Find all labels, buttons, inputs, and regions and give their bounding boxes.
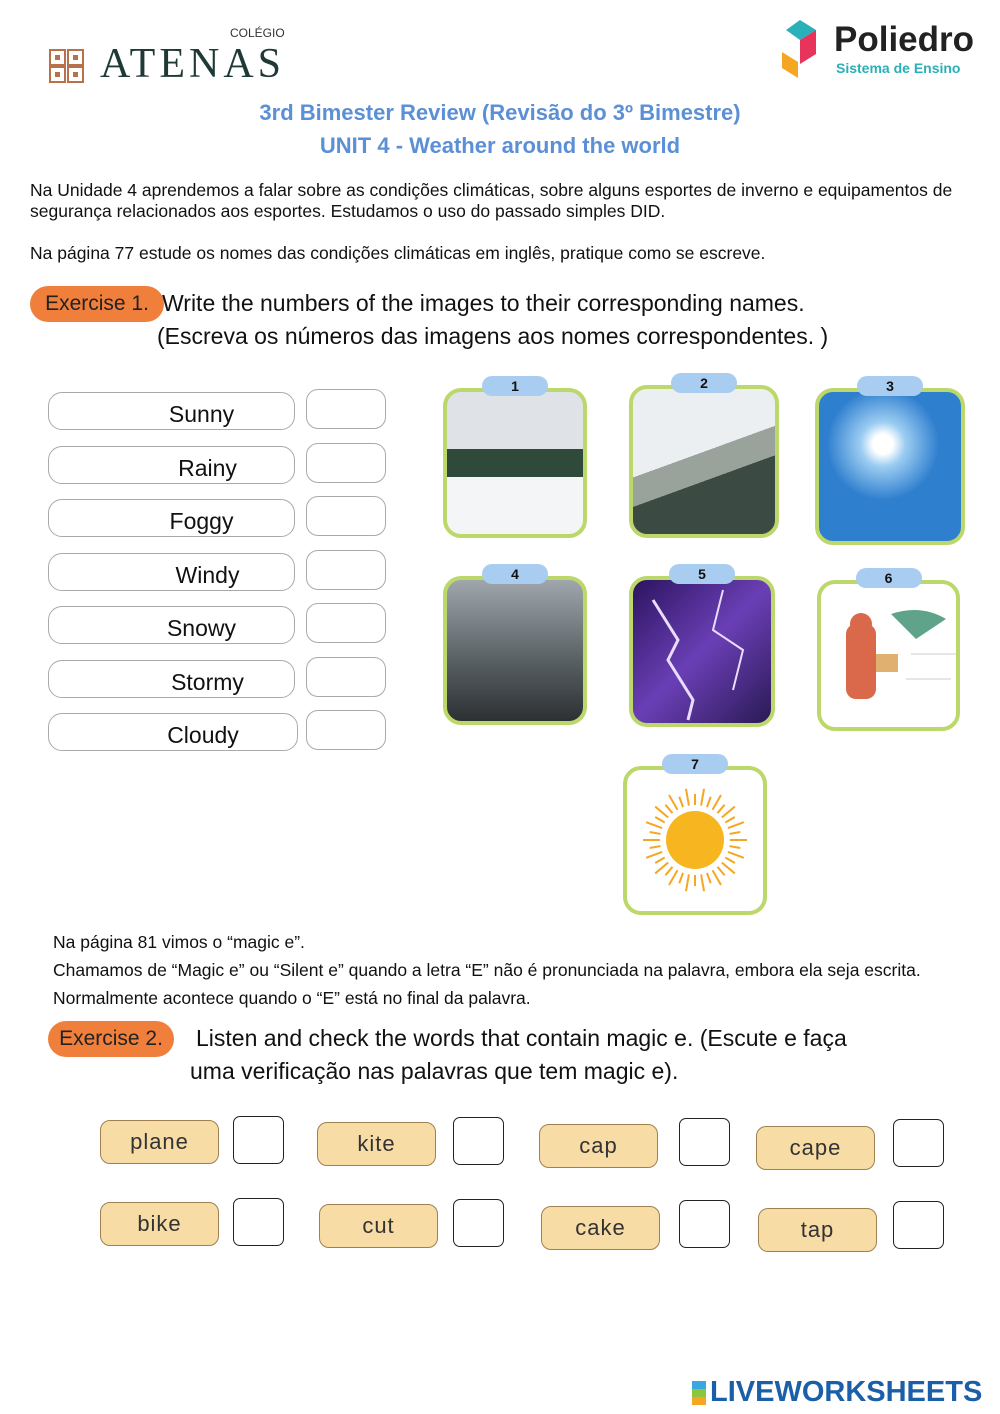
windy-person-image xyxy=(817,580,960,731)
weather-word-windy: Windy xyxy=(48,553,295,591)
weather-word-sunny: Sunny xyxy=(48,392,295,430)
checkbox-cut[interactable] xyxy=(453,1199,504,1247)
answer-input-cloudy[interactable] xyxy=(306,710,386,750)
weather-word-cloudy: Cloudy xyxy=(48,713,298,751)
word-tag-cap: cap xyxy=(539,1124,658,1168)
image-number-7: 7 xyxy=(662,754,728,774)
word-tag-tap: tap xyxy=(758,1208,877,1252)
checkbox-cap[interactable] xyxy=(679,1118,730,1166)
lightning-image xyxy=(629,576,775,727)
image-number-3: 3 xyxy=(857,376,923,396)
weather-word-foggy: Foggy xyxy=(48,499,295,537)
intro-paragraph: Na Unidade 4 aprendemos a falar sobre as condições climáticas, sobre alguns esportes de inverno e equipamentos de segurança relacionados aos esportes. Estudamos o uso do passado simples DID. xyxy=(30,180,953,221)
checkbox-cake[interactable] xyxy=(679,1200,730,1248)
exercise-1-label: Exercise 1. xyxy=(30,286,164,322)
word-tag-bike: bike xyxy=(100,1202,219,1246)
word-tag-cape: cape xyxy=(756,1126,875,1170)
image-number-4: 4 xyxy=(482,564,548,584)
brand-subtitle: Sistema de Ensino xyxy=(836,60,961,76)
weather-word-stormy: Stormy xyxy=(48,660,295,698)
checkbox-cape[interactable] xyxy=(893,1119,944,1167)
checkbox-kite[interactable] xyxy=(453,1117,504,1165)
liveworksheets-brand: LIVEWORKSHEETS xyxy=(710,1376,983,1408)
answer-input-windy[interactable] xyxy=(306,550,386,590)
exercise-2-instruction: Listen and check the words that contain magic e. (Escute e faça xyxy=(196,1025,847,1051)
atenas-logo xyxy=(48,26,288,86)
checkbox-bike[interactable] xyxy=(233,1198,284,1246)
page-title: 3rd Bimester Review (Revisão do 3º Bimestre) xyxy=(259,100,741,125)
magic-e-line-1: Na página 81 vimos o “magic e”. xyxy=(53,932,305,952)
exercise-2-label: Exercise 2. xyxy=(48,1021,174,1057)
answer-input-sunny[interactable] xyxy=(306,389,386,429)
word-tag-kite: kite xyxy=(317,1122,436,1166)
word-tag-cake: cake xyxy=(541,1206,660,1250)
answer-input-foggy[interactable] xyxy=(306,496,386,536)
greek-key-icon xyxy=(48,48,86,84)
image-number-2: 2 xyxy=(671,373,737,393)
image-number-6: 6 xyxy=(856,568,922,588)
poliedro-logo xyxy=(780,18,990,82)
word-tag-plane: plane xyxy=(100,1120,219,1164)
school-small-label: COLÉGIO xyxy=(230,26,285,40)
image-number-5: 5 xyxy=(669,564,735,584)
magic-e-explanation xyxy=(53,928,993,1012)
lightning-bolt-icon xyxy=(633,580,773,725)
magic-e-line-2: Chamamos de “Magic e” ou “Silent e” quando a letra “E” não é pronunciada na palavra, embora ela seja escrita. Normalmente acontece quando o “E” está no final da palavra. xyxy=(53,960,921,1008)
brand-name: Poliedro xyxy=(834,20,975,59)
sun-image xyxy=(623,766,767,915)
weather-word-rainy: Rainy xyxy=(48,446,295,484)
answer-input-snowy[interactable] xyxy=(306,603,386,643)
answer-input-stormy[interactable] xyxy=(306,657,386,697)
unit-title: UNIT 4 - Weather around the world xyxy=(319,133,681,158)
checkbox-tap[interactable] xyxy=(893,1201,944,1249)
sun-clouds-image xyxy=(815,388,965,545)
word-tag-cut: cut xyxy=(319,1204,438,1248)
exercise-1-translation: (Escreva os números das imagens aos nomes correspondentes. ) xyxy=(157,323,829,349)
exercise-2-instruction-cont: uma verificação nas palavras que tem magic e). xyxy=(190,1058,679,1084)
windy-person-icon xyxy=(821,584,957,728)
poliedro-cube-icon xyxy=(780,18,822,80)
school-name: ATENAS xyxy=(100,41,286,87)
liveworksheets-logo xyxy=(692,1376,982,1409)
exercise-1-instruction: Write the numbers of the images to their corresponding names. xyxy=(162,290,805,316)
study-instruction: Na página 77 estude os nomes das condições climáticas em inglês, pratique como se escreve. xyxy=(30,243,766,263)
checkbox-plane[interactable] xyxy=(233,1116,284,1164)
answer-input-rainy[interactable] xyxy=(306,443,386,483)
rainy-street-image xyxy=(443,576,587,725)
sun-icon xyxy=(627,770,763,911)
liveworksheets-icon xyxy=(692,1381,706,1405)
foggy-forest-image xyxy=(629,385,779,538)
weather-word-snowy: Snowy xyxy=(48,606,295,644)
image-number-1: 1 xyxy=(482,376,548,396)
snowy-park-image xyxy=(443,388,587,538)
